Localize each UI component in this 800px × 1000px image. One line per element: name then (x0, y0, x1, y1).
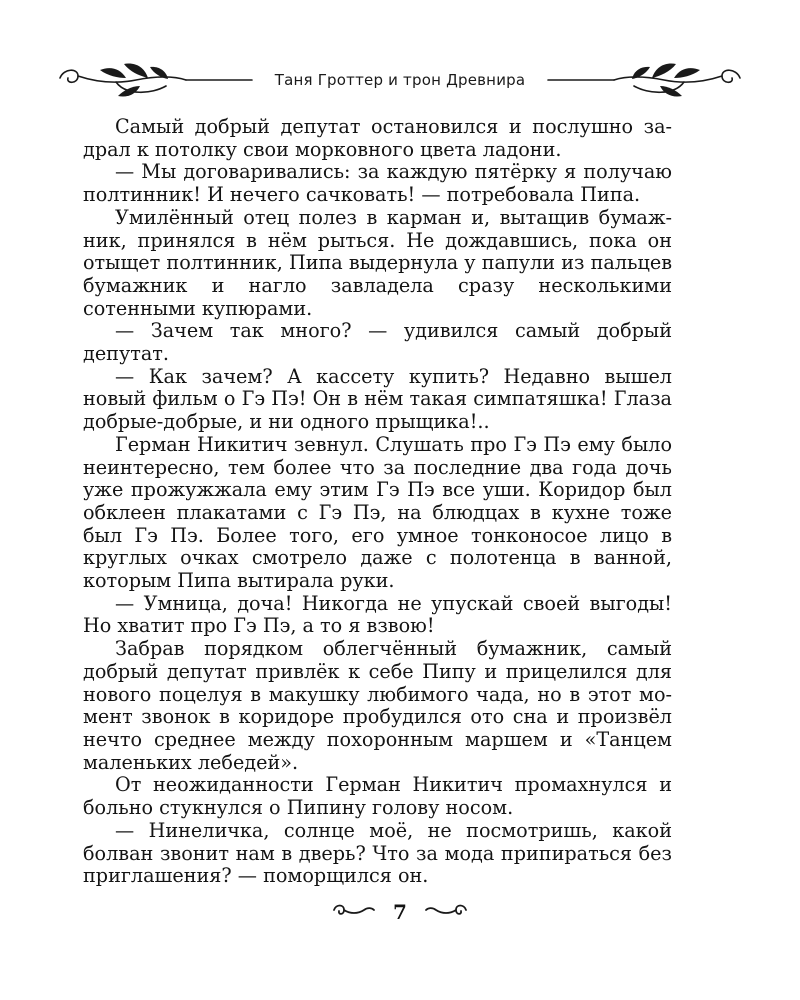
paragraph: — Нинеличка, солнце моё, не посмотришь, какой болван звонит нам в дверь? Что за мода припираться без приглашения? — поморщился он. (83, 818, 672, 888)
running-title (56, 71, 744, 89)
paragraph: От неожиданности Герман Никитич промахнулся и больно стукнулся о Пипину голову носом. (83, 773, 672, 820)
paragraph: Герман Никитич зевнул. Слушать про Гэ Пэ ему было неинтересно, тем более что за последние два года дочь уже прожужжала ему этим Гэ Пэ все уши. Коридор был обклеен плакатами с Гэ Пэ, на блюдцах в кухне тоже был Гэ Пэ. Более того, его умное тонконосое лицо в круглых очках смотрело даже с полотенца в ванной, которым Пипа вытирала руки. (83, 432, 672, 593)
page-number: 7 (393, 900, 407, 924)
page-body (83, 116, 672, 888)
folio-right-swirl-icon (424, 900, 468, 920)
paragraph: — Умница, доча! Никогда не упускай своей выгоды! Но хватит про Гэ Пэ, а то я взвою! (83, 591, 672, 638)
paragraph: Забрав порядком облегчённый бумажник, самый добрый депутат привлёк к себе Пипу и прицелился для нового поцелуя в макушку любимого чада, но в этот момент звонок в коридоре пробудился ото сна и произвёл нечто среднее между похоронным маршем и «Танцем маленьких лебедей». (83, 637, 672, 774)
running-header (56, 56, 744, 104)
paragraph: — Мы договаривались: за каждую пятёрку я получаю полтинник! И нечего сачковать! — потребовала Пипа. (83, 160, 672, 207)
folio-left-swirl-icon (332, 900, 376, 920)
running-title-text: Таня Гроттер и трон Древнира (269, 71, 532, 89)
paragraph: Умилённый отец полез в карман и, вытащив бумажник, принялся в нём рыться. Не дождавшись, пока он отыщет полтинник, Пипа выдернула у папули из пальцев бумажник и нагло завладела сразу несколькими сотенными купюрами. (83, 205, 672, 320)
paragraph: — Зачем так много? — удивился самый добрый депутат. (83, 319, 672, 366)
paragraph: Самый добрый депутат остановился и послушно задрал к потолку свои морковного цвета ладони. (83, 115, 672, 161)
page-footer (0, 898, 800, 928)
paragraph: — Как зачем? А кассету купить? Недавно вышел новый фильм о Гэ Пэ! Он в нём такая симпатяшка! Глаза добрые-добрые, и ни одного прыщика!.. (83, 364, 672, 434)
